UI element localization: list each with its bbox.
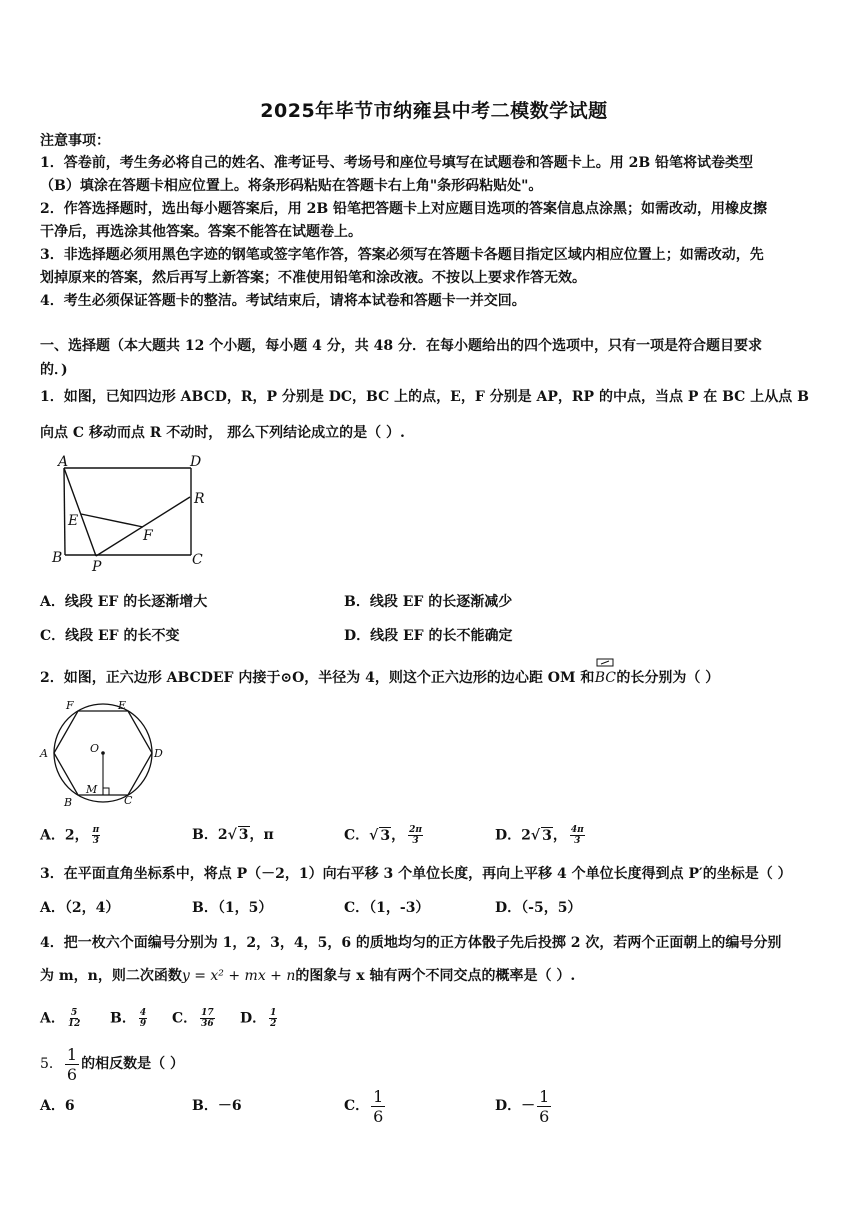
notice-line-5: 3．非选择题必须用黑色字迹的钢笔或签字笔作答，答案必须写在答题卡各题目指定区域内相应位置上；如需改动，先	[40, 247, 764, 263]
q2-option-d[interactable]: D．2√ 3， $\frac{4\pi}{3}$	[495, 825, 584, 846]
q2-label-M: M	[86, 783, 98, 796]
q2-label-D: D	[154, 747, 163, 760]
q1-label-C: C	[192, 552, 203, 568]
q2-option-d-text: D．2	[495, 827, 531, 844]
notice-line-4: 干净后，再选涂其他答案。答案不能答在试题卷上。	[40, 224, 362, 240]
q2-option-d-radicand: 3	[542, 827, 552, 844]
q1-option-c[interactable]: C．线段 EF 的长不变	[40, 628, 180, 644]
q4-option-c-text: C．	[172, 1010, 198, 1027]
q2-option-c-sep: ，	[391, 827, 406, 844]
q5-fraction-num: 1	[66, 1044, 78, 1064]
q4-option-b-text: B．	[110, 1010, 136, 1027]
q1-label-R: R	[194, 491, 205, 507]
q2-option-a-den: 3	[92, 836, 100, 846]
q1-stem-line-2: 向点 C 移动而点 R 不动时， 那么下列结论成立的是（ ）.	[40, 425, 405, 441]
q2-option-c-text: C．	[344, 827, 370, 844]
q4-option-d-text: D．	[240, 1010, 267, 1027]
q5-option-c-den: 6	[373, 1106, 384, 1126]
q2-option-c-den: 3	[412, 836, 419, 846]
q4-stem-line-2	[40, 966, 840, 986]
q5-fraction-den: 6	[66, 1064, 78, 1084]
q2-label-E: E	[118, 699, 127, 712]
q5-option-d[interactable]	[495, 1086, 553, 1126]
q2-option-a[interactable]	[40, 825, 103, 846]
q2-option-c[interactable]: C．√ 3， $\frac{2\pi}{3}$	[344, 825, 422, 846]
q3-option-b[interactable]: B．（1，5）	[192, 900, 273, 916]
q2-arc-label: BC	[594, 670, 616, 686]
q2-option-a-text: A．2，	[40, 827, 89, 844]
q2-stem-text-a: 2．如图，正六边形 ABCDEF 内接于⊙O，半径为 4，则这个正六边形的边心距 OM 和	[40, 670, 595, 686]
section-heading-line-2: 的．)	[40, 362, 68, 378]
q4-option-b-num: 4	[139, 1008, 147, 1018]
q5-option-d-num: 1	[539, 1086, 550, 1106]
q3-option-d[interactable]: D．（-5，5）	[495, 900, 582, 916]
q4-stem-text-a: 为 m，n，则二次函数	[40, 968, 182, 984]
q5-stem-text: 的相反数是（ ）	[81, 1056, 184, 1072]
q4-function-formula: y = x² + mx + n	[181, 968, 296, 984]
q2-arc-bc	[594, 668, 616, 688]
q4-stem-text-b: 的图象与 x 轴有两个不同交点的概率是（ ）.	[295, 968, 576, 984]
q1-label-A: A	[58, 454, 69, 470]
q1-label-F: F	[143, 528, 153, 544]
q2-option-d-num: 4π	[570, 825, 584, 835]
page-title: 2025年毕节市纳雍县中考二模数学试题	[260, 100, 608, 122]
notice-line-6: 划掉原来的答案，然后再写上新答案；不准使用铅笔和涂改液。不按以上要求作答无效。	[40, 270, 586, 286]
notice-line-2: （B）填涂在答题卡相应位置上。将条形码粘贴在答题卡右上角"条形码粘贴处"。	[40, 178, 543, 194]
notice-line-7: 4．考生必须保证答题卡的整洁。考试结束后，请将本试卷和答题卡一并交回。	[40, 293, 526, 309]
q4-option-d[interactable]	[240, 1008, 280, 1029]
q5-option-a[interactable]: A．6	[40, 1098, 75, 1114]
q1-label-D: D	[190, 454, 202, 470]
q1-label-P: P	[92, 559, 102, 575]
q1-option-b[interactable]: B．线段 EF 的长逐渐减少	[344, 594, 513, 610]
notice-line-1: 1．答卷前，考生务必将自己的姓名、准考证号、考场号和座位号填写在试题卷和答题卡上。用 2B 铅笔将试卷类型	[40, 155, 754, 171]
q2-stem-text-b: 的长分别为（ ）	[616, 670, 720, 686]
q5-option-d-den: 6	[539, 1106, 550, 1126]
q5-option-b[interactable]: B．－6	[192, 1098, 242, 1114]
section-heading-line-1: 一、选择题（本大题共 12 个小题，每小题 4 分，共 48 分．在每小题给出的四个选项中，只有一项是符合题目要求	[40, 338, 762, 354]
q3-option-c[interactable]: C．（1，-3）	[344, 900, 430, 916]
q2-option-b-tail: ，π	[249, 827, 274, 843]
q2-hexagon-figure	[38, 696, 168, 811]
q4-option-c[interactable]	[172, 1008, 218, 1029]
q2-option-c-radicand: 3	[380, 827, 391, 844]
q2-option-b[interactable]: B．2√ 3，π	[192, 827, 274, 843]
q2-option-b-radicand: 3	[238, 827, 249, 843]
q4-option-a-num: 5	[71, 1008, 78, 1018]
q2-stem	[40, 668, 840, 688]
q2-option-d-den: 3	[574, 836, 581, 846]
q2-label-B: B	[64, 796, 73, 809]
q5-option-c[interactable]	[344, 1086, 387, 1126]
q4-option-a[interactable]	[40, 1008, 83, 1029]
q3-option-a[interactable]: A．（2，4）	[40, 900, 120, 916]
q5-stem	[40, 1044, 184, 1084]
q2-option-c-num: 2π	[409, 825, 422, 835]
q1-label-E: E	[68, 513, 79, 529]
q4-option-d-num: 1	[270, 1008, 277, 1018]
q5-option-c-num: 1	[373, 1086, 384, 1106]
q2-option-a-num: π	[92, 825, 100, 835]
q2-label-O: O	[90, 742, 100, 755]
q2-label-F: F	[66, 699, 74, 712]
q4-stem-line-1: 4．把一枚六个面编号分别为 1，2，3，4，5，6 的质地均匀的正方体骰子先后投掷 2 次，若两个正面朝上的编号分别	[40, 935, 782, 951]
q3-stem: 3．在平面直角坐标系中，将点 P（－2，1）向右平移 3 个单位长度，再向上平移 4 个单位长度得到点 P′的坐标是（ ）	[40, 866, 792, 882]
q5-option-c-text: C．	[344, 1098, 370, 1114]
q4-option-c-num: 17	[201, 1008, 214, 1018]
q1-stem-line-1: 1．如图，已知四边形 ABCD，R，P 分别是 DC，BC 上的点，E，F 分别是 AP，RP 的中点，当点 P 在 BC 上从点 B	[40, 389, 809, 405]
q4-option-d-den: 2	[270, 1019, 277, 1029]
notice-heading: 注意事项：	[40, 133, 110, 149]
q5-option-d-text: D．－	[495, 1098, 536, 1114]
q2-label-C: C	[124, 794, 133, 807]
q2-option-b-text: B．2	[192, 827, 228, 843]
notice-line-3: 2．作答选择题时，选出每小题答案后，用 2B 铅笔把答题卡上对应题目选项的答案信息点涂黑；如需改动，用橡皮擦	[40, 201, 768, 217]
q4-option-c-den: 36	[201, 1019, 214, 1029]
q1-option-d[interactable]: D．线段 EF 的长不能确定	[344, 628, 513, 644]
q1-quadrilateral-figure	[48, 450, 218, 575]
q4-option-a-den: 12	[67, 1019, 81, 1029]
q4-option-b-den: 9	[139, 1019, 147, 1029]
q4-option-b[interactable]	[110, 1008, 150, 1029]
q1-option-a[interactable]: A．线段 EF 的长逐渐增大	[40, 594, 208, 610]
q4-option-a-text: A．	[40, 1010, 65, 1027]
q2-option-d-sep: ，	[552, 827, 567, 844]
q1-label-B: B	[52, 550, 63, 566]
q2-label-A: A	[40, 747, 48, 760]
q5-number: 5．	[40, 1056, 63, 1072]
